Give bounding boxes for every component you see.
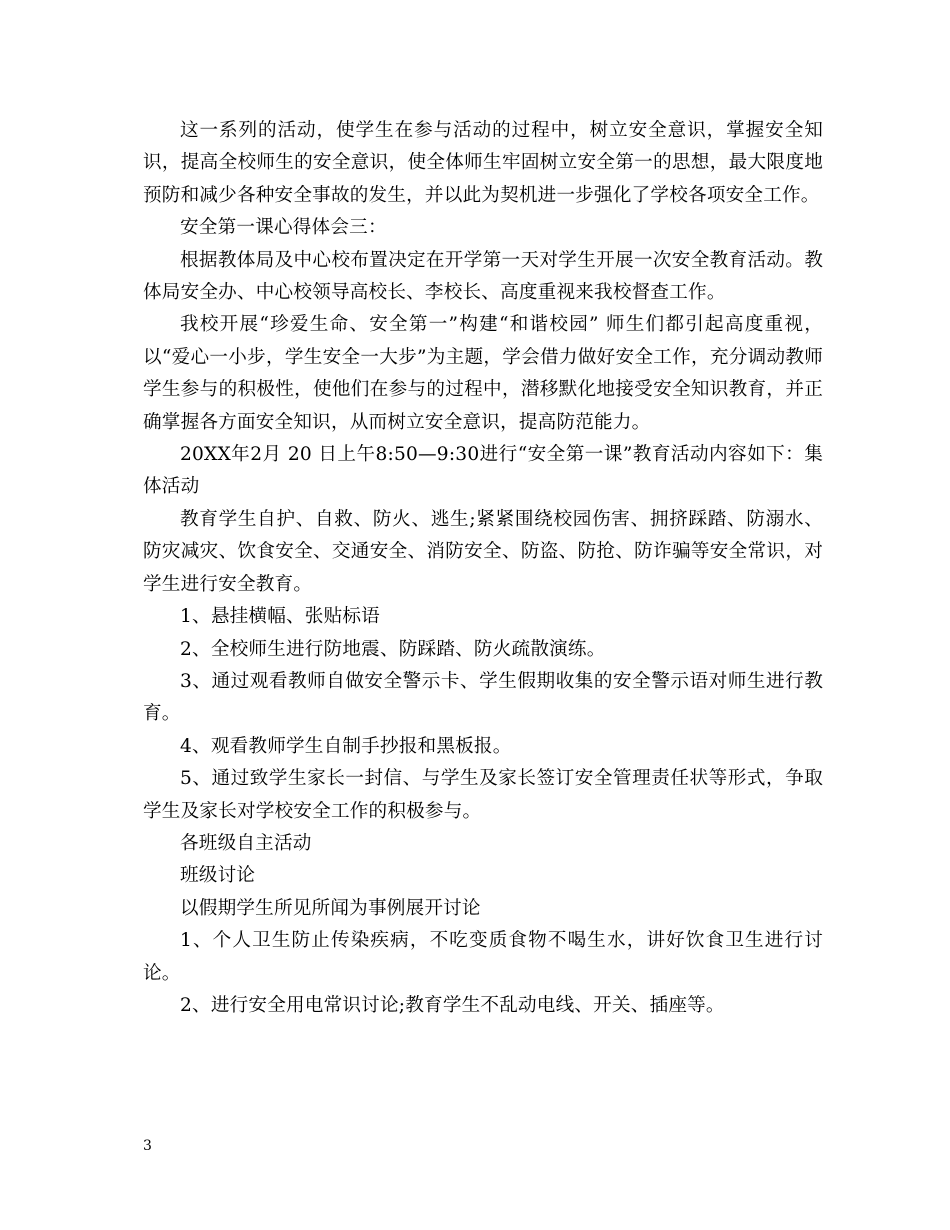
document-body: [143, 115, 823, 1022]
paragraph: 这一系列的活动，使学生在参与活动的过程中，树立安全意识，掌握安全知识，提高全校师生的安全意识，使全体师生牢固树立安全第一的思想，最大限度地预防和减少各种安全事故的发生，并以此为契机进一步强化了学校各项安全工作。: [143, 120, 823, 206]
subheading: 班级讨论: [180, 865, 256, 887]
paragraph: 教育学生自护、自救、防火、逃生;紧紧围绕校园伤害、拥挤踩踏、防溺水、防灾减灾、饮食安全、交通安全、消防安全、防盗、防抢、防诈骗等安全常识，对学生进行安全教育。: [143, 508, 823, 595]
list-item: 2、全校师生进行防地震、防踩踏、防火疏散演练。: [180, 638, 606, 660]
list-item: 1、悬挂横幅、张贴标语: [180, 606, 380, 628]
list-item: 2、进行安全用电常识讨论;教育学生不乱动电线、开关、插座等。: [180, 994, 725, 1016]
paragraph: 我校开展“珍爱生命、安全第一”构建“和谐校园” 师生们都引起高度重视，以“爱心一小步，学生安全一大步”为主题，学会借力做好安全工作，充分调动教师学生参与的积极性，使他们在参与的过程中，潜移默化地接受安全知识教育，并正确掌握各方面安全知识，从而树立安全意识，提高防范能力。: [143, 314, 823, 433]
list-item: 5、通过致学生家长一封信、与学生及家长签订安全管理责任状等形式，争取学生及家长对学校安全工作的积极参与。: [143, 768, 823, 822]
list-item: 3、通过观看教师自做安全警示卡、学生假期收集的安全警示语对师生进行教育。: [143, 670, 823, 725]
paragraph: 20XX年2月 20 日上午8:50—9:30进行“安全第一课”教育活动内容如下：集体活动: [143, 444, 823, 498]
paragraph: 根据教体局及中心校布置决定在开学第一天对学生开展一次安全教育活动。教体局安全办、中心校领导高校长、李校长、高度重视来我校督查工作。: [143, 249, 823, 304]
subheading: 各班级自主活动: [180, 832, 312, 854]
page-number: 3: [143, 1138, 152, 1154]
section-heading: 安全第一课心得体会三：: [180, 217, 387, 239]
list-item: 4、观看教师学生自制手抄报和黑板报。: [180, 735, 512, 757]
paragraph: 以假期学生所见所闻为事例展开讨论: [180, 897, 481, 919]
list-item: 1、个人卫生防止传染疾病，不吃变质食物不喝生水，讲好饮食卫生进行讨论。: [143, 930, 823, 984]
